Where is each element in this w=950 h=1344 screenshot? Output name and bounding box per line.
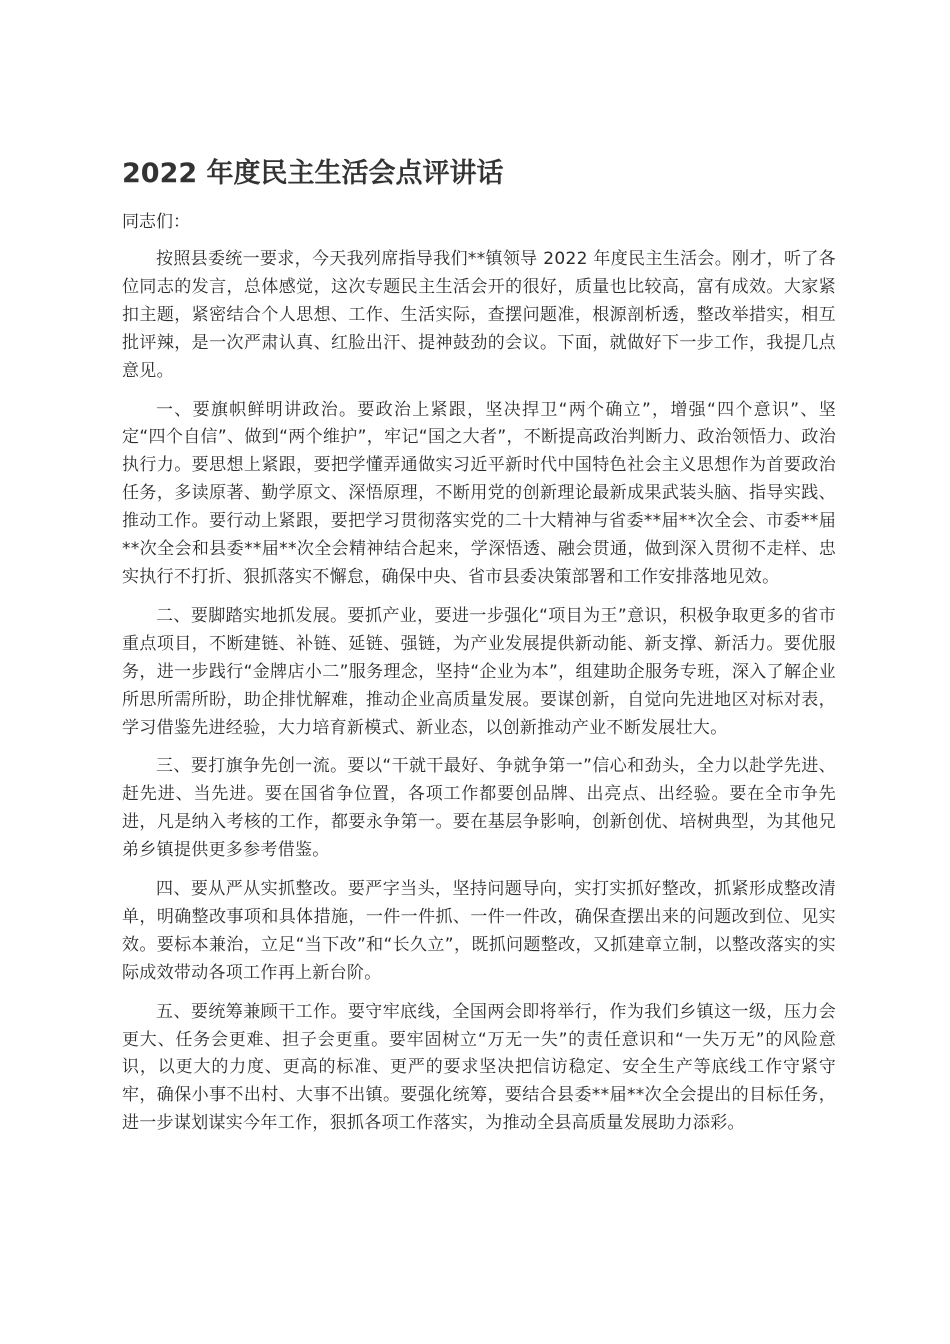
paragraph-rectification: 四、要从严从实抓整改。要严字当头，坚持问题导向，实打实抓好整改，抓紧形成整改清单，明确整改事项和具体措施，一件一件抓、一件一件改，确保查摆出来的问题改到位、见实效。要标本兼治，立足“当下改”和“长久立”，既抓问题整改，又抓建章立制，以整改落实的实际成效带动各项工作再上新台阶。 bbox=[122, 879, 836, 983]
paragraph-development: 二、要脚踏实地抓发展。要抓产业，要进一步强化“项目为王”意识，积极争取更多的省市重点项目，不断建链、补链、延链、强链，为产业发展提供新动能、新支撑、新活力。要优服务，进一步践行“金牌店小二”服务理念，坚持“企业为本”，组建助企服务专班，深入了解企业所思所需所盼，助企排忧解难，推动企业高质量发展。要谋创新，自觉向先进地区对标对表，学习借鉴先进经验，大力培育新模式、新业态，以创新推动产业不断发展壮大。 bbox=[122, 605, 836, 738]
document-title: 2022 年度民主生活会点评讲话 bbox=[122, 158, 504, 189]
salutation: 同志们： bbox=[122, 212, 190, 232]
document-body bbox=[122, 246, 836, 1149]
paragraph-excellence: 三、要打旗争先创一流。要以“干就干最好、争就争第一”信心和劲头，全力以赴学先进、赶先进、当先进。要在国省争位置，各项工作都要创品牌、出亮点、出经验。要在全市争先进，凡是纳入考核的工作，都要永争第一。要在基层争影响，创新创优、培树典型，为其他兄弟乡镇提供更多参考借鉴。 bbox=[122, 756, 836, 861]
paragraph-politics: 一、要旗帜鲜明讲政治。要政治上紧跟，坚决捍卫“两个确立”，增强“四个意识”、坚定“四个自信”、做到“两个维护”，牢记“国之大者”，不断提高政治判断力、政治领悟力、政治执行力。要思想上紧跟，要把学懂弄通做实习近平新时代中国特色社会主义思想作为首要政治任务，多读原著、勤学原文、深悟原理，不断用党的创新理论最新成果武装头脑、指导实践、推动工作。要行动上紧跟，要把学习贯彻落实党的二十大精神与省委**届**次全会、市委**届**次全会和县委**届**次全会精神结合起来，学深悟透、融会贯通，做到深入贯彻不走样、忠实执行不打折、狠抓落实不懈怠，确保中央、省市县委决策部署和工作安排落地见效。 bbox=[122, 399, 836, 587]
paragraph-intro: 按照县委统一要求，今天我列席指导我们**镇领导 2022 年度民主生活会。刚才，听了各位同志的发言，总体感觉，这次专题民主生活会开的很好，质量也比较高，富有成效。大家紧扣主题，紧密结合个人思想、工作、生活实际，查摆问题准，根源剖析透，整改举措实，相互批评辣，是一次严肃认真、红脸出汗、提神鼓劲的会议。下面，就做好下一步工作，我提几点意见。 bbox=[122, 249, 836, 381]
paragraph-coordination: 五、要统筹兼顾干工作。要守牢底线，全国两会即将举行，作为我们乡镇这一级，压力会更大、任务会更难、担子会更重。要牢固树立“万无一失”的责任意识和“一失万无”的风险意识，以更大的力度、更高的标准、更严的要求坚决把信访稳定、安全生产等底线工作守紧守牢，确保小事不出村、大事不出镇。要强化统筹，要结合县委**届**次全会提出的目标任务，进一步谋划谋实今年工作，狠抓各项工作落实，为推动全县高质量发展助力添彩。 bbox=[122, 1001, 836, 1134]
